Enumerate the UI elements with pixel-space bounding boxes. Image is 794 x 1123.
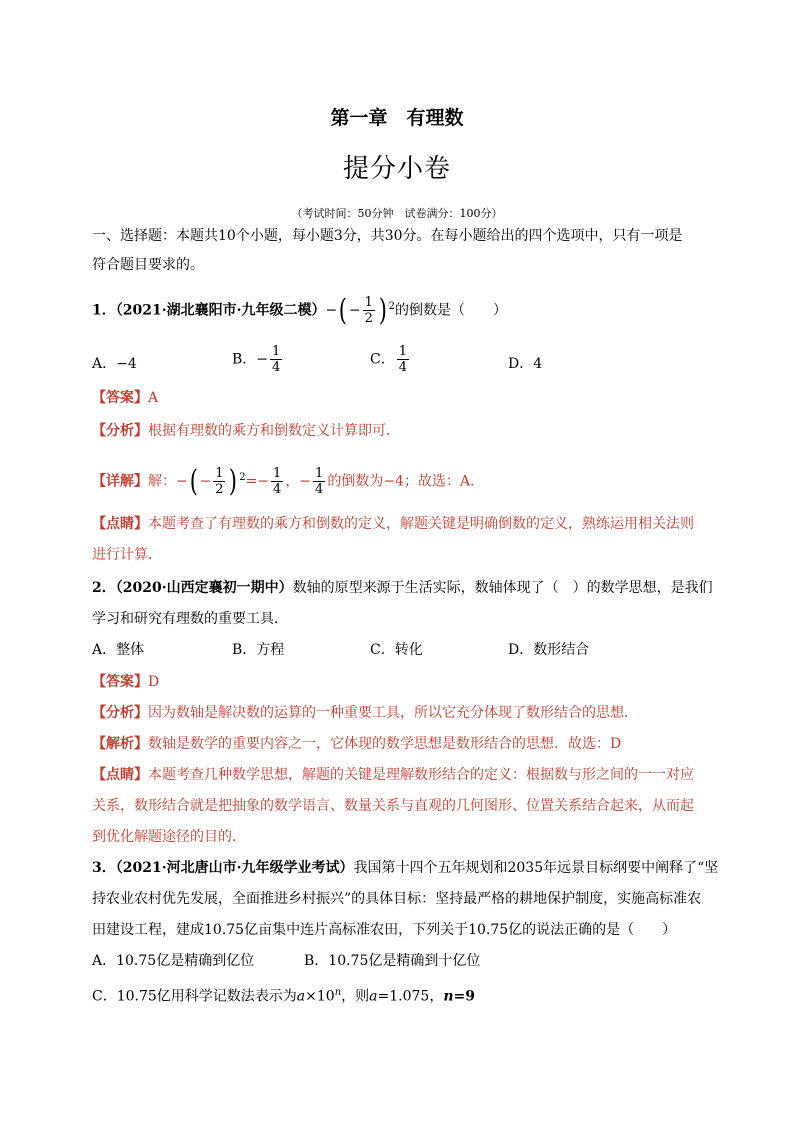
- fraction: $\frac{1}{2}$: [364, 295, 373, 326]
- option-b: B．− $\frac{1}{4}$: [232, 344, 281, 375]
- option-b: B．方程: [232, 642, 285, 658]
- question-2-comment-line3: 到优化解题途径的目的．: [92, 829, 246, 845]
- question-number: 1．: [92, 302, 116, 319]
- question-3-stem-line3: 田建设工程，建成10.75亿亩集中连片高标准农田，下列关于10.75亿的说法正确的是（ ）: [92, 922, 677, 938]
- option-d: D．4: [508, 356, 543, 372]
- question-3-stem-line2: 持农业农村优先发展，全面推进乡村振兴”的具体目标：坚持最严格的耕地保护制度，实施高标准农: [92, 891, 702, 907]
- page-title: 提分小卷: [342, 154, 451, 184]
- section-heading-line1: 一、选择题：本题共10个小题，每小题3分，共30分。在每小题给出的四个选项中，只有一项是: [92, 228, 683, 244]
- question-number: 2．: [92, 580, 116, 596]
- option-c: C．转化: [370, 642, 423, 658]
- question-number: 3．: [92, 860, 116, 876]
- question-source: （2020·山西定襄初一期中）: [115, 580, 293, 596]
- option-a: A．10.75亿是精确到亿位: [92, 953, 255, 969]
- section-heading-line2: 符合题目要求的。: [92, 257, 204, 273]
- question-1-comment-line1: 【点睛】本题考查了有理数的乘方和倒数的定义，解题关键是明确倒数的定义，熟练运用相关法则: [92, 516, 694, 532]
- question-1-answer: 【答案】A: [92, 390, 159, 406]
- question-source: （2021·湖北襄阳市·九年级二模）: [115, 302, 326, 319]
- question-3-stem-line1: 3．（2021·河北唐山市·九年级学业考试）我国第十四个五年规划和2035年远景目标纲要中阐释了“坚: [92, 860, 719, 876]
- question-1-analysis: 【分析】根据有理数的乘方和倒数定义计算即可．: [92, 423, 400, 439]
- question-2-stem-line2: 学习和研究有理数的重要工具．: [92, 611, 288, 627]
- question-2-detail: 【解析】数轴是数学的重要内容之一，它体现的数学思想是数形结合的思想．故选：D: [92, 736, 622, 752]
- question-2-answer: 【答案】D: [92, 674, 160, 690]
- option-d: D．数形结合: [508, 642, 590, 658]
- exam-info: （考试时间：50分钟 试卷满分：100分）: [291, 207, 503, 220]
- option-c: C． $\frac{1}{4}$: [370, 344, 407, 375]
- option-b: B．10.75亿是精确到十亿位: [304, 953, 481, 969]
- question-2-comment-line2: 关系，数形结合就是把抽象的数学语言、数量关系与直观的几何图形、位置关系结合起来，从而起: [92, 798, 694, 814]
- chapter-heading: 第一章 有理数: [330, 107, 464, 129]
- question-2-analysis: 【分析】因为数轴是解决数的运算的一种重要工具，所以它充分体现了数形结合的思想．: [92, 705, 638, 721]
- question-1-options: [92, 344, 704, 386]
- question-2-stem-line1: 2．（2020·山西定襄初一期中）数轴的原型来源于生活实际，数轴体现了（ ）的数学思想，是我们: [92, 580, 713, 596]
- option-a: A．−4: [92, 356, 137, 372]
- question-1-detail: 【详解】解：−( − $\frac{1}{2}$ ) $^2$=− $\frac{1}{4}$ ，− $\frac{1}{4}$ 的倒数为−4；故选：A．: [92, 463, 485, 499]
- question-source: （2021·河北唐山市·九年级学业考试）: [115, 860, 354, 876]
- question-3-option-c: C．10.75亿用科学记数法表示为$a\times 10^n$，则a=1.075，n=9: [92, 987, 475, 1005]
- question-1-comment-line2: 进行计算．: [92, 547, 162, 563]
- question-1-stem: 1．（2021·湖北襄阳市·九年级二模）−( − $\frac{1}{2}$ ) $^2$的倒数是（ ）: [92, 292, 508, 328]
- option-a: A．整体: [92, 642, 145, 658]
- question-2-comment-line1: 【点睛】本题考查几种数学思想，解题的关键是理解数形结合的定义：根据数与形之间的一一对应: [92, 767, 694, 783]
